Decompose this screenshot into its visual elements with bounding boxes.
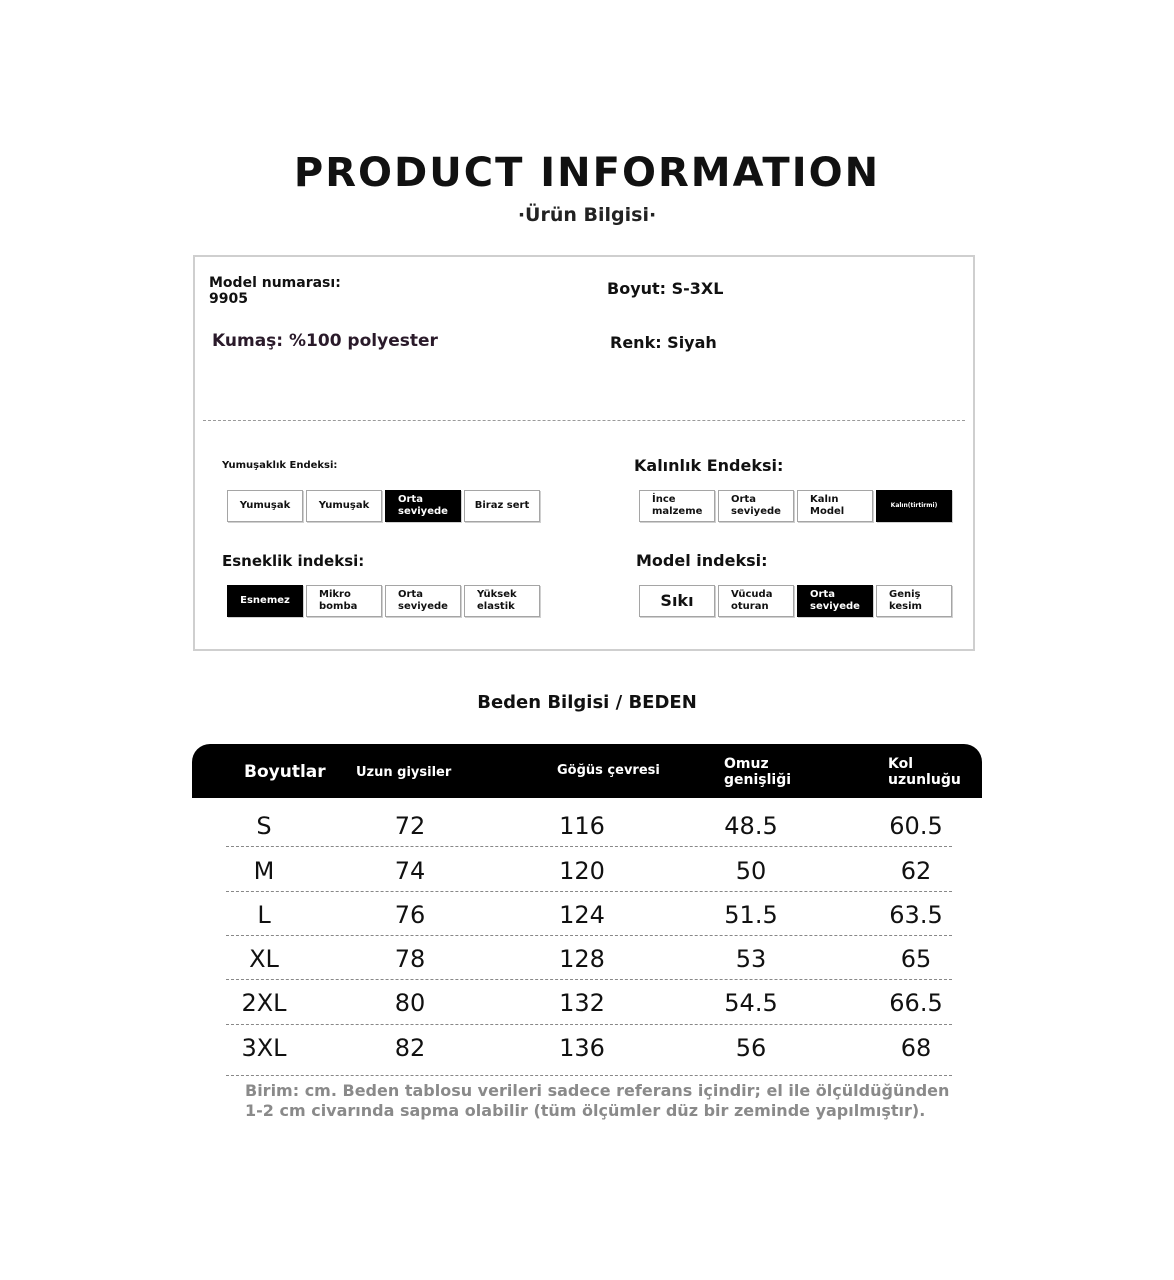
size-value-cell: 62 bbox=[900, 857, 932, 885]
row-divider bbox=[226, 1024, 952, 1025]
row-divider bbox=[226, 846, 952, 847]
size-value-cell: 128 bbox=[559, 945, 605, 973]
thickness-option: İnce malzeme bbox=[639, 490, 715, 522]
thickness-options bbox=[639, 490, 952, 522]
dashed-divider bbox=[203, 420, 965, 421]
fit-option-selected: Orta seviyede bbox=[797, 585, 873, 617]
size-value-cell: 74 bbox=[394, 857, 426, 885]
size-label-cell: 3XL bbox=[241, 1034, 287, 1062]
size-value-cell: 124 bbox=[559, 901, 605, 929]
elasticity-index-title: Esneklik indeksi: bbox=[222, 552, 365, 570]
size-value-cell: 51.5 bbox=[724, 901, 778, 929]
row-divider bbox=[226, 1075, 952, 1076]
row-divider bbox=[226, 891, 952, 892]
size-value-cell: 82 bbox=[394, 1034, 426, 1062]
softness-option: Yumuşak bbox=[227, 490, 303, 522]
fabric: Kumaş: %100 polyester bbox=[212, 331, 438, 351]
thickness-option: Kalın Model bbox=[797, 490, 873, 522]
column-header: Kol uzunluğu bbox=[888, 756, 961, 788]
elasticity-option: Orta seviyede bbox=[385, 585, 461, 617]
size-value-cell: 48.5 bbox=[724, 812, 778, 840]
color: Renk: Siyah bbox=[610, 333, 717, 352]
size-value-cell: 68 bbox=[900, 1034, 932, 1062]
size-range: Boyut: S-3XL bbox=[607, 279, 724, 298]
size-value-cell: 120 bbox=[559, 857, 605, 885]
fit-index-title: Model indeksi: bbox=[636, 551, 768, 570]
size-value-cell: 132 bbox=[559, 989, 605, 1017]
fit-option: Sıkı bbox=[639, 585, 715, 617]
size-table-header bbox=[192, 744, 982, 798]
model-number: Model numarası: 9905 bbox=[209, 275, 341, 307]
size-value-cell: 66.5 bbox=[889, 989, 943, 1017]
row-divider bbox=[226, 979, 952, 980]
elasticity-option: Mikro bomba bbox=[306, 585, 382, 617]
size-value-cell: 136 bbox=[559, 1034, 605, 1062]
size-label-cell: L bbox=[257, 901, 271, 929]
size-value-cell: 65 bbox=[900, 945, 932, 973]
elasticity-option-selected: Esnemez bbox=[227, 585, 303, 617]
size-value-cell: 53 bbox=[735, 945, 767, 973]
row-divider bbox=[226, 935, 952, 936]
size-value-cell: 50 bbox=[735, 857, 767, 885]
size-label-cell: S bbox=[256, 812, 272, 840]
size-value-cell: 63.5 bbox=[889, 901, 943, 929]
size-label-cell: XL bbox=[249, 945, 279, 973]
column-header: Uzun giysiler bbox=[356, 765, 452, 780]
elasticity-options bbox=[227, 585, 540, 617]
size-value-cell: 78 bbox=[394, 945, 426, 973]
thickness-index-title: Kalınlık Endeksi: bbox=[634, 456, 784, 475]
column-header: Omuz genişliği bbox=[724, 756, 792, 788]
size-value-cell: 76 bbox=[394, 901, 426, 929]
softness-options bbox=[227, 490, 540, 522]
size-table-heading: Beden Bilgisi / BEDEN bbox=[477, 692, 697, 713]
page-title: PRODUCT INFORMATION bbox=[293, 150, 881, 196]
softness-option: Biraz sert bbox=[464, 490, 540, 522]
size-value-cell: 54.5 bbox=[724, 989, 778, 1017]
fit-option: Geniş kesim bbox=[876, 585, 952, 617]
size-value-cell: 56 bbox=[735, 1034, 767, 1062]
measurement-note: Birim: cm. Beden tablosu verileri sadece referans içindir; el ile ölçüldüğünden 1-2 cm civarında sapma olabilir (tüm ölçümler düz bir zeminde yapılmıştır). bbox=[245, 1081, 950, 1120]
softness-index-title: Yumuşaklık Endeksi: bbox=[222, 460, 338, 471]
size-label-cell: 2XL bbox=[241, 989, 287, 1017]
size-value-cell: 72 bbox=[394, 812, 426, 840]
softness-option-selected: Orta seviyede bbox=[385, 490, 461, 522]
fit-option: Vücuda oturan bbox=[718, 585, 794, 617]
softness-option: Yumuşak bbox=[306, 490, 382, 522]
size-label-cell: M bbox=[253, 857, 275, 885]
fit-options bbox=[639, 585, 952, 617]
page-subtitle: ·Ürün Bilgisi· bbox=[517, 204, 657, 226]
product-info-box bbox=[193, 255, 975, 651]
thickness-option: Orta seviyede bbox=[718, 490, 794, 522]
size-value-cell: 116 bbox=[559, 812, 605, 840]
size-value-cell: 80 bbox=[394, 989, 426, 1017]
elasticity-option: Yüksek elastik bbox=[464, 585, 540, 617]
column-header: Göğüs çevresi bbox=[557, 763, 660, 778]
column-header: Boyutlar bbox=[244, 762, 326, 782]
size-value-cell: 60.5 bbox=[889, 812, 943, 840]
thickness-option-selected: Kalın(tirtirmi) bbox=[876, 490, 952, 522]
